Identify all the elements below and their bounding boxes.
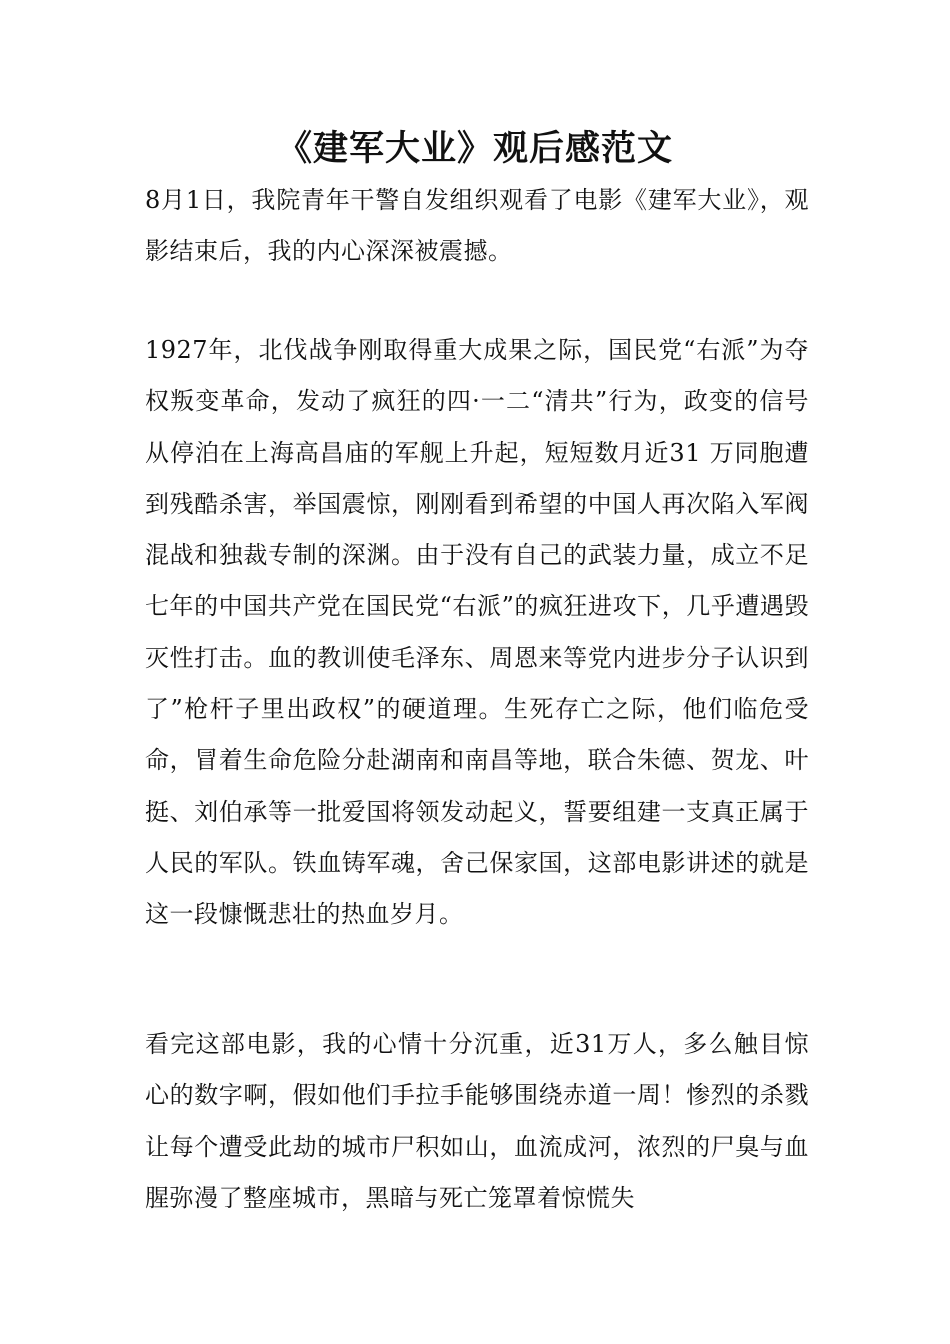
document-title: 《建军大业》观后感范文 bbox=[276, 129, 673, 169]
paragraph-reflection: 看完这部电影，我的心情十分沉重，近31万人，多么触目惊心的数字啊，假如他们手拉手能够围绕赤道一周！惨烈的杀戮让每个遭受此劫的城市尸积如山，血流成河，浓烈的尸臭与血腥弥漫了整座城市，黑暗与死亡笼罩着惊慌失 bbox=[145, 1030, 809, 1212]
paragraph-intro: 8月1日，我院青年干警自发组织观看了电影《建军大业》，观影结束后，我的内心深深被震撼。 bbox=[145, 186, 809, 266]
paragraph-history: 1927年，北伐战争刚取得重大成果之际，国民党“右派”为夺权叛变革命，发动了疯狂的四·一二“清共”行为，政变的信号从停泊在上海高昌庙的军舰上升起，短短数月近31 万同胞遭到残酷杀害，举国震惊，刚刚看到希望的中国人再次陷入军阀混战和独裁专制的深渊。由于没有自己的武装力量，成立不足七年的中国共产党在国民党“右派”的疯狂进攻下，几乎遭遇毁灭性打击。血的教训使毛泽东、周恩来等党内进步分子认识到了”枪杆子里出政权”的硬道理。生死存亡之际，他们临危受命，冒着生命危险分赴湖南和南昌等地，联合朱德、贺龙、叶挺、刘伯承等一批爱国将领发动起义，誓要组建一支真正属于人民的军队。铁血铸军魂，舍己保家国，这部电影讲述的就是这一段慷慨悲壮的热血岁月。 bbox=[145, 336, 809, 929]
